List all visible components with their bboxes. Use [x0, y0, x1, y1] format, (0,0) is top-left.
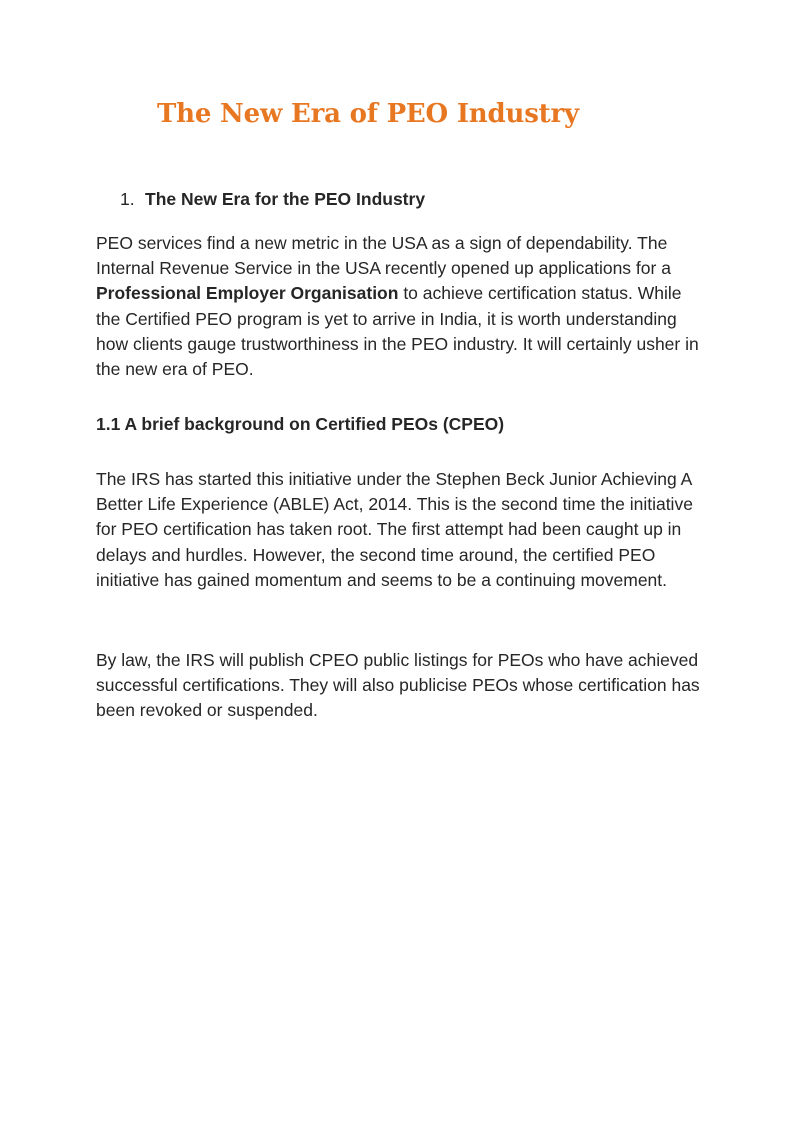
intro-paragraph-start: PEO services find a new metric in the USA as a sign of dependability. The Internal Revenue Service in the USA recently opened up applications for a	[96, 233, 671, 279]
intro-paragraph-bold-term: Professional Employer Organisation	[96, 283, 399, 304]
intro-paragraph-end: to achieve certification status. While the Certified PEO program is yet to arrive in India, it is worth understanding how clients gauge trustworthiness in the PEO industry. It will certainly usher in the new era of PEO.	[96, 283, 699, 380]
subsection-heading: 1.1 A brief background on Certified PEOs (CPEO)	[96, 414, 505, 434]
listing-paragraph: By law, the IRS will publish CPEO public listings for PEOs who have achieved successful certifications. They will also publicise PEOs whose certification has been revoked or suspended.	[96, 650, 700, 721]
section-heading-text: The New Era for the PEO Industry	[145, 189, 426, 209]
section-number: 1.	[120, 189, 135, 209]
section-heading	[120, 187, 425, 211]
background-paragraph: The IRS has started this initiative under the Stephen Beck Junior Achieving A Better Life Experience (ABLE) Act, 2014. This is the second time the initiative for PEO certification has taken root. The first attempt had been caught up in delays and hurdles. However, the second time around, the certified PEO initiative has gained momentum and seems to be a continuing movement.	[96, 469, 693, 590]
intro-paragraph	[96, 231, 700, 382]
document-title: The New Era of PEO Industry	[157, 99, 579, 129]
